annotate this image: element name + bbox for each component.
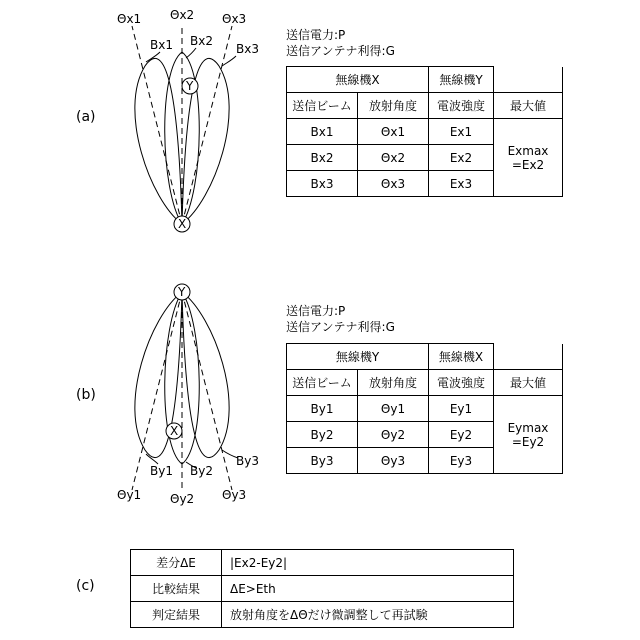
table-b-cell: By2 <box>287 422 358 448</box>
table-c-key: 判定結果 <box>131 602 222 628</box>
table-a-cell: Θx2 <box>358 145 429 171</box>
table-c-value: ΔE>Eth <box>222 576 514 602</box>
table-a-cell: Ex2 <box>429 145 494 171</box>
table-a-max-cell <box>494 119 563 197</box>
node-x-a-label: X <box>178 217 186 231</box>
table-b-max-line1: Eymax <box>494 421 562 435</box>
beam-label-bx1: Bx1 <box>150 38 173 52</box>
table-c-value: 放射角度をΔΘだけ微調整して再試験 <box>222 602 514 628</box>
table-b-cell: Θy3 <box>358 448 429 474</box>
table-a-group1: 無線機X <box>287 67 429 93</box>
panel-b-beams <box>132 284 238 490</box>
table-b-cell: Ey2 <box>429 422 494 448</box>
beam-label-by1: By1 <box>150 464 173 478</box>
table-b-group1: 無線機Y <box>287 344 429 370</box>
table-b-cell: Ey3 <box>429 448 494 474</box>
beam-bx1-lobe <box>135 58 182 224</box>
tx-gain-a: 送信アンテナ利得:G <box>286 43 395 59</box>
tx-power-a: 送信電力:P <box>286 27 395 43</box>
leader-bx2 <box>186 48 196 58</box>
table-c-key: 差分ΔE <box>131 550 222 576</box>
beam-label-bx3: Bx3 <box>236 42 259 56</box>
table-a-header-max: 最大値 <box>494 93 563 119</box>
node-y-a-label: Y <box>185 79 194 93</box>
table-row <box>287 396 563 422</box>
table-b-cell: Θy1 <box>358 396 429 422</box>
panel-a-label: (a) <box>76 109 96 125</box>
beam-label-by2: By2 <box>190 464 213 478</box>
table-b-group2: 無線機X <box>429 344 494 370</box>
angle-label-y3: Θy3 <box>222 488 246 502</box>
table-b-cell: By1 <box>287 396 358 422</box>
panel-b-conditions <box>286 303 395 335</box>
table-c-key: 比較結果 <box>131 576 222 602</box>
table-row <box>131 602 514 628</box>
table-b-max-line2: =Ey2 <box>494 435 562 449</box>
table-a-cell: Θx1 <box>358 119 429 145</box>
table-c <box>130 549 514 628</box>
node-x-b-label: X <box>170 424 178 438</box>
beam-label-by3: By3 <box>236 454 259 468</box>
table-a-cell: Ex1 <box>429 119 494 145</box>
panel-c-label: (c) <box>76 578 95 594</box>
table-b-header-max: 最大値 <box>494 370 563 396</box>
table-c-value: |Ex2-Ey2| <box>222 550 514 576</box>
table-b-cell: By3 <box>287 448 358 474</box>
table-a-cell: Bx1 <box>287 119 358 145</box>
table-row <box>131 576 514 602</box>
angle-label-x3: Θx3 <box>222 12 246 26</box>
beam-by3-lobe <box>182 292 229 458</box>
table-row <box>131 550 514 576</box>
table-a-cell: Bx3 <box>287 171 358 197</box>
axis-theta-x1 <box>132 26 182 224</box>
angle-label-y1: Θy1 <box>117 488 141 502</box>
node-y-b-label: Y <box>177 285 186 299</box>
table-b-header-strength: 電波強度 <box>429 370 494 396</box>
table-a-cell: Ex3 <box>429 171 494 197</box>
panel-b-label: (b) <box>76 387 96 403</box>
table-b-header-beam: 送信ビーム <box>287 370 358 396</box>
table-b-cell: Θy2 <box>358 422 429 448</box>
table-a-header-angle: 放射角度 <box>358 93 429 119</box>
leader-bx1 <box>146 52 160 62</box>
angle-label-x2: Θx2 <box>170 8 194 22</box>
axis-theta-y3 <box>182 292 232 490</box>
tx-gain-b: 送信アンテナ利得:G <box>286 319 395 335</box>
table-b-header-angle: 放射角度 <box>358 370 429 396</box>
tx-power-b: 送信電力:P <box>286 303 395 319</box>
angle-label-x1: Θx1 <box>117 12 141 26</box>
table-a <box>286 66 563 197</box>
table-b <box>286 343 563 474</box>
table-b-cell: Ey1 <box>429 396 494 422</box>
table-a-header-beam: 送信ビーム <box>287 93 358 119</box>
table-a-max-line1: Exmax <box>494 144 562 158</box>
table-a-cell: Θx3 <box>358 171 429 197</box>
panel-a-beams <box>132 24 236 232</box>
leader-by1 <box>146 454 158 464</box>
table-a-max-line2: =Ex2 <box>494 158 562 172</box>
table-row <box>287 119 563 145</box>
table-a-header-strength: 電波強度 <box>429 93 494 119</box>
table-b-max-cell <box>494 396 563 474</box>
panel-a-conditions <box>286 27 395 59</box>
table-a-group2: 無線機Y <box>429 67 494 93</box>
axis-theta-y1 <box>132 292 182 490</box>
table-a-cell: Bx2 <box>287 145 358 171</box>
angle-label-y2: Θy2 <box>170 492 194 506</box>
beam-label-bx2: Bx2 <box>190 34 213 48</box>
